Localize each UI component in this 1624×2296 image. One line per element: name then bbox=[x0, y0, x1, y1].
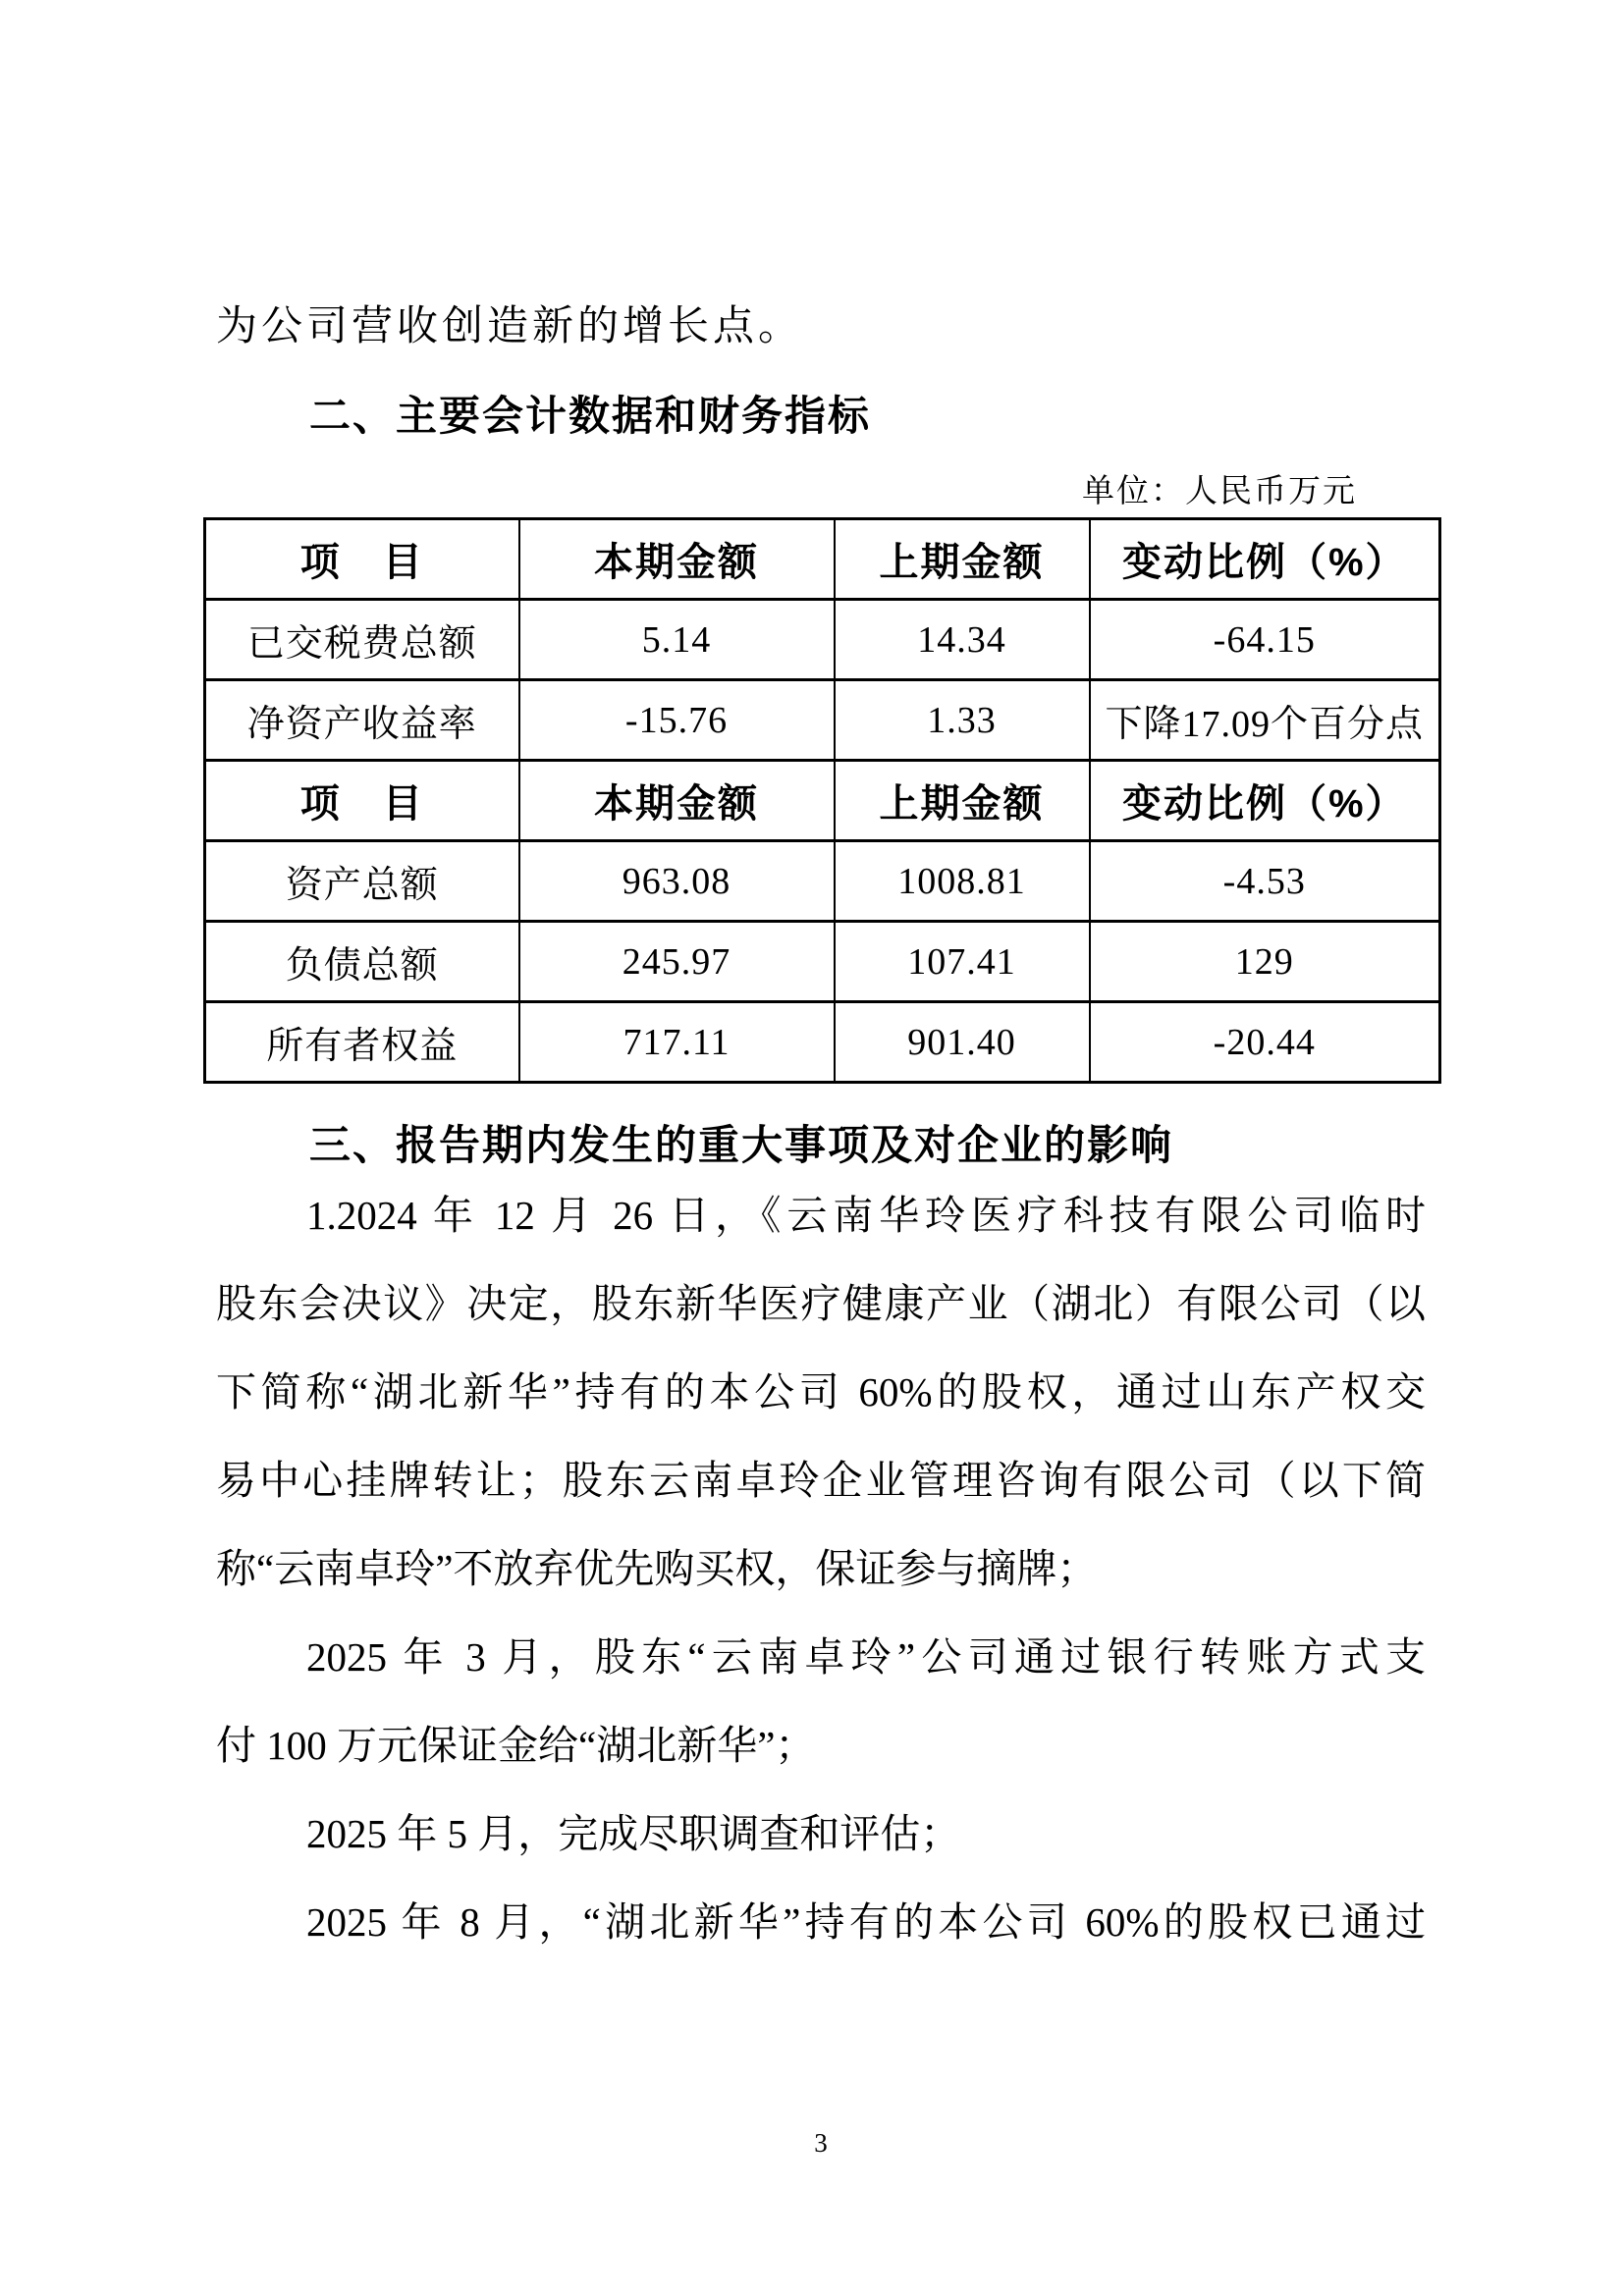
table-cell: 下降17.09个百分点 bbox=[1090, 680, 1440, 761]
table-cell: 负债总额 bbox=[205, 922, 519, 1002]
table-cell: 107.41 bbox=[835, 922, 1090, 1002]
table-header-row bbox=[205, 761, 1440, 841]
table-unit-note: 单位：人民币万元 bbox=[1082, 474, 1357, 509]
table-cell: 901.40 bbox=[835, 1002, 1090, 1083]
section-heading-major-events: 三、报告期内发生的重大事项及对企业的影响 bbox=[309, 1122, 1174, 1168]
table-cell: 1008.81 bbox=[835, 841, 1090, 922]
table-row bbox=[205, 1002, 1440, 1083]
table-cell: 净资产收益率 bbox=[205, 680, 519, 761]
table-row bbox=[205, 680, 1440, 761]
column-header-prior-amount: 上期金额 bbox=[835, 761, 1090, 841]
table-cell: 717.11 bbox=[519, 1002, 835, 1083]
table-cell: -4.53 bbox=[1090, 841, 1440, 922]
financial-indicators-table bbox=[203, 517, 1441, 1084]
column-header-item: 项 目 bbox=[205, 519, 519, 600]
events-paragraphs bbox=[216, 1171, 1426, 1966]
paragraph-line: 2025 年 8 月，“湖北新华”持有的本公司 60%的股权已通过 bbox=[306, 1899, 1426, 1945]
column-header-change-ratio: 变动比例（%） bbox=[1090, 519, 1440, 600]
table-cell: 14.34 bbox=[835, 600, 1090, 680]
table-row bbox=[205, 841, 1440, 922]
table-cell: -64.15 bbox=[1090, 600, 1440, 680]
column-header-prior-amount: 上期金额 bbox=[835, 519, 1090, 600]
column-header-item: 项 目 bbox=[205, 761, 519, 841]
paragraph-line: 2025 年 3 月，股东“云南卓玲”公司通过银行转账方式支 bbox=[306, 1634, 1426, 1680]
page-number: 3 bbox=[814, 2128, 828, 2158]
table-cell: 963.08 bbox=[519, 841, 835, 922]
table-cell: 已交税费总额 bbox=[205, 600, 519, 680]
paragraph-line: 1.2024 年 12 月 26 日，《云南华玲医疗科技有限公司临时 bbox=[306, 1193, 1426, 1238]
table-cell: 245.97 bbox=[519, 922, 835, 1002]
table-row bbox=[205, 922, 1440, 1002]
intro-paragraph-line: 为公司营收创造新的增长点。 bbox=[216, 304, 804, 349]
paragraph-line: 付 100 万元保证金给“湖北新华”； bbox=[216, 1723, 816, 1768]
table-cell: -15.76 bbox=[519, 680, 835, 761]
table-cell: 1.33 bbox=[835, 680, 1090, 761]
table-row bbox=[205, 600, 1440, 680]
table-cell: 资产总额 bbox=[205, 841, 519, 922]
column-header-change-ratio: 变动比例（%） bbox=[1090, 761, 1440, 841]
table-cell: -20.44 bbox=[1090, 1002, 1440, 1083]
table-cell: 129 bbox=[1090, 922, 1440, 1002]
section-heading-accounting: 二、主要会计数据和财务指标 bbox=[309, 393, 872, 439]
paragraph-line: 称“云南卓玲”不放弃优先购买权，保证参与摘牌； bbox=[216, 1546, 1098, 1591]
paragraph-line: 下简称“湖北新华”持有的本公司 60%的股权，通过山东产权交 bbox=[216, 1369, 1426, 1415]
table-cell: 所有者权益 bbox=[205, 1002, 519, 1083]
paragraph-line: 易中心挂牌转让；股东云南卓玲企业管理咨询有限公司（以下简 bbox=[216, 1458, 1426, 1503]
table-cell: 5.14 bbox=[519, 600, 835, 680]
column-header-current-amount: 本期金额 bbox=[519, 519, 835, 600]
paragraph-line: 2025 年 5 月，完成尽职调查和评估； bbox=[306, 1811, 961, 1856]
paragraph-line: 股东会决议》决定，股东新华医疗健康产业（湖北）有限公司（以 bbox=[216, 1281, 1426, 1326]
column-header-current-amount: 本期金额 bbox=[519, 761, 835, 841]
table-header-row bbox=[205, 519, 1440, 600]
